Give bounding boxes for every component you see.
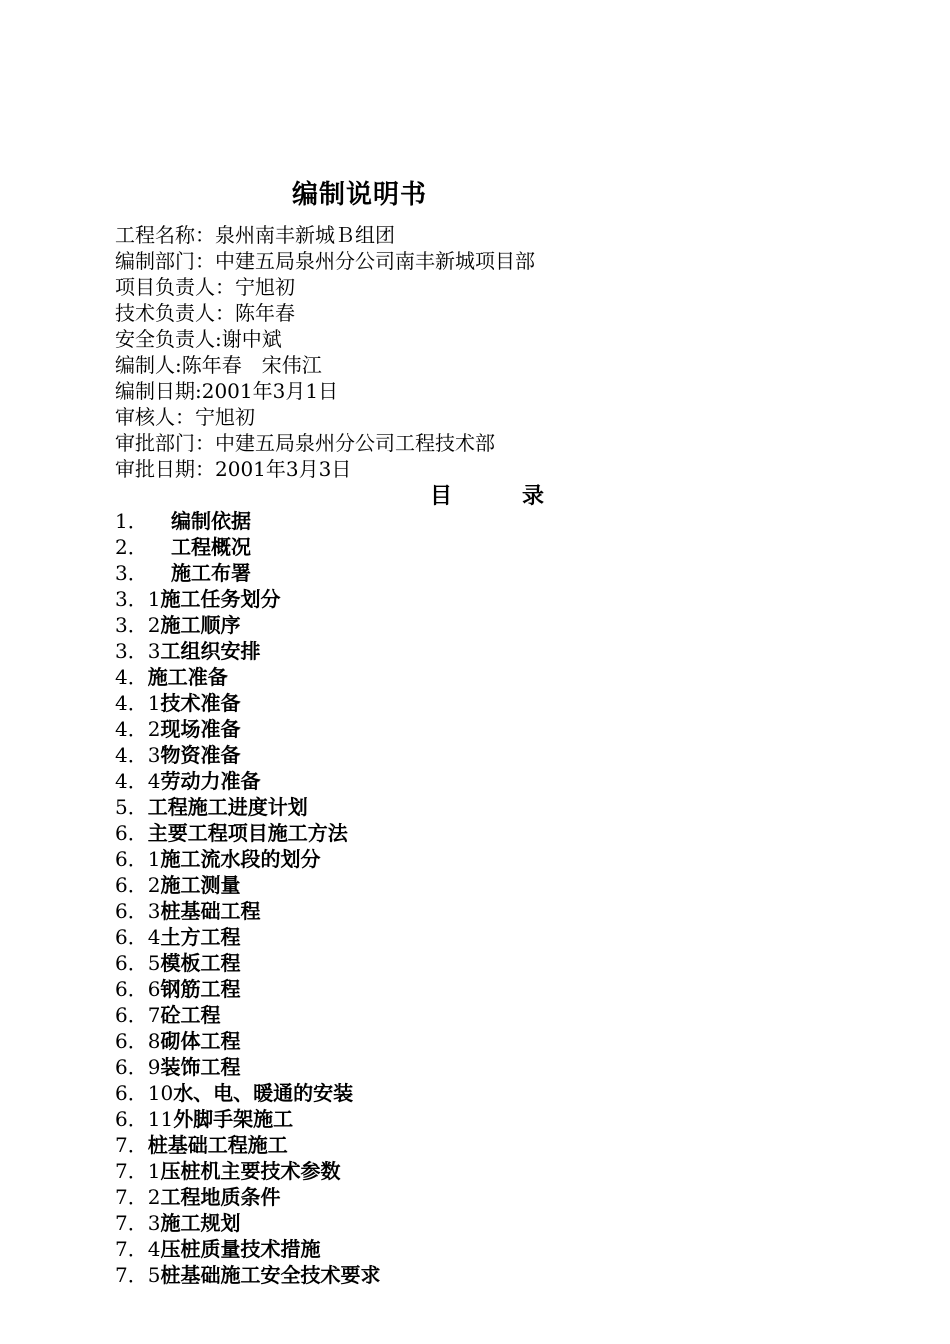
info-list <box>115 222 535 482</box>
toc-item-text: 技术准备 <box>160 691 241 715</box>
toc-item-text: 砌体工程 <box>160 1029 241 1053</box>
toc-item-text: 水、电、暖通的安装 <box>173 1081 354 1105</box>
toc-item <box>115 898 380 924</box>
toc-item-text: 施工任务划分 <box>160 587 281 611</box>
toc-item-number: 6．7 <box>115 1003 161 1027</box>
toc-item-number: 3． <box>115 561 148 585</box>
toc-item-number: 7． <box>115 1133 148 1157</box>
toc-item-text: 钢筋工程 <box>160 977 241 1001</box>
toc-item <box>115 846 380 872</box>
toc-item-text: 现场准备 <box>160 717 241 741</box>
toc-heading-left: 目 <box>430 483 453 509</box>
toc-item-text: 物资准备 <box>160 743 241 767</box>
info-line: 编制日期:2001年3月1日 <box>115 379 339 403</box>
toc-item-text: 工组织安排 <box>160 639 261 663</box>
toc-heading-right: 录 <box>522 483 545 509</box>
toc-heading <box>430 483 544 509</box>
toc-item-number: 6．6 <box>115 977 161 1001</box>
info-line: 工程名称：泉州南丰新城Ｂ组团 <box>115 223 395 247</box>
toc-item-number: 7．3 <box>115 1211 161 1235</box>
toc-item <box>115 612 380 638</box>
toc-item <box>115 1236 380 1262</box>
toc-item-text: 压桩质量技术措施 <box>160 1237 321 1261</box>
toc-item <box>115 560 380 586</box>
toc-item <box>115 664 380 690</box>
toc-item-text: 桩基础工程施工 <box>147 1133 288 1157</box>
toc-item <box>115 1106 380 1132</box>
toc-item-text: 工程概况 <box>171 535 251 559</box>
toc-item-text: 施工规划 <box>160 1211 241 1235</box>
info-line: 审核人：宁旭初 <box>115 405 255 429</box>
toc-item <box>115 638 380 664</box>
toc-item-number: 7．2 <box>115 1185 161 1209</box>
toc-item-text: 施工顺序 <box>160 613 241 637</box>
toc-item <box>115 794 380 820</box>
toc-item <box>115 1080 380 1106</box>
toc-item-text: 桩基础工程 <box>160 899 261 923</box>
info-line: 编制人:陈年春 宋伟江 <box>115 353 322 377</box>
toc-item-number: 4．2 <box>115 717 161 741</box>
info-line: 安全负责人:谢中斌 <box>115 327 282 351</box>
toc-item <box>115 690 380 716</box>
toc-item-number: 6．11 <box>115 1107 174 1131</box>
toc-item-text: 工程地质条件 <box>160 1185 281 1209</box>
toc-item-text: 外脚手架施工 <box>173 1107 294 1131</box>
toc-item-number: 3．1 <box>115 587 161 611</box>
info-line: 审批日期：2001年3月3日 <box>115 457 352 481</box>
toc-item-text: 装饰工程 <box>160 1055 241 1079</box>
toc-item-number: 3．2 <box>115 613 161 637</box>
toc-item-text: 施工准备 <box>147 665 228 689</box>
toc-item-text: 压桩机主要技术参数 <box>160 1159 341 1183</box>
toc-item-number: 7．5 <box>115 1263 161 1287</box>
toc-item <box>115 1158 380 1184</box>
toc-item-number: 2． <box>115 535 148 559</box>
toc-item-text: 土方工程 <box>160 925 241 949</box>
toc-item <box>115 742 380 768</box>
toc-item-text: 模板工程 <box>160 951 241 975</box>
toc-item <box>115 716 380 742</box>
toc-item-text: 编制依据 <box>171 509 251 533</box>
toc-item-text: 工程施工进度计划 <box>147 795 308 819</box>
toc-item-number: 6．10 <box>115 1081 174 1105</box>
toc-item-number: 4．4 <box>115 769 161 793</box>
info-line: 技术负责人：陈年春 <box>115 301 295 325</box>
toc-item <box>115 976 380 1002</box>
toc-item-number: 6．9 <box>115 1055 161 1079</box>
info-line: 审批部门：中建五局泉州分公司工程技术部 <box>115 431 495 455</box>
toc-item-number: 7．1 <box>115 1159 161 1183</box>
toc-item-number: 3．3 <box>115 639 161 663</box>
toc-item <box>115 508 380 534</box>
toc-item-number: 6．1 <box>115 847 161 871</box>
toc-item <box>115 872 380 898</box>
toc-item-text: 劳动力准备 <box>160 769 261 793</box>
toc-item <box>115 1262 380 1288</box>
toc-item-number: 7．4 <box>115 1237 161 1261</box>
toc-item <box>115 586 380 612</box>
info-line: 项目负责人：宁旭初 <box>115 275 295 299</box>
toc-item <box>115 1028 380 1054</box>
toc-item <box>115 768 380 794</box>
toc-item-number: 6．3 <box>115 899 161 923</box>
toc-item-number: 6．8 <box>115 1029 161 1053</box>
toc-item-number: 6．4 <box>115 925 161 949</box>
document-title: 编制说明书 <box>292 180 428 210</box>
toc-item <box>115 950 380 976</box>
toc-item-number: 5． <box>115 795 148 819</box>
toc-item <box>115 534 380 560</box>
toc-item-number: 4．3 <box>115 743 161 767</box>
toc-item <box>115 820 380 846</box>
toc-item-text: 施工测量 <box>160 873 241 897</box>
toc-item-text: 施工布署 <box>171 561 251 585</box>
info-line: 编制部门：中建五局泉州分公司南丰新城项目部 <box>115 249 535 273</box>
toc-list <box>115 508 380 1288</box>
toc-item-number: 4． <box>115 665 148 689</box>
toc-item-text: 施工流水段的划分 <box>160 847 321 871</box>
toc-item-number: 6．5 <box>115 951 161 975</box>
toc-item <box>115 1184 380 1210</box>
toc-item-text: 主要工程项目施工方法 <box>147 821 348 845</box>
toc-item-number: 6．2 <box>115 873 161 897</box>
toc-item-number: 1． <box>115 509 148 533</box>
toc-item <box>115 1002 380 1028</box>
toc-item-number: 4．1 <box>115 691 161 715</box>
toc-item-text: 砼工程 <box>160 1003 221 1027</box>
toc-item <box>115 1054 380 1080</box>
toc-item <box>115 1210 380 1236</box>
toc-item <box>115 924 380 950</box>
toc-item-text: 桩基础施工安全技术要求 <box>160 1263 381 1287</box>
toc-item-number: 6． <box>115 821 148 845</box>
toc-item <box>115 1132 380 1158</box>
